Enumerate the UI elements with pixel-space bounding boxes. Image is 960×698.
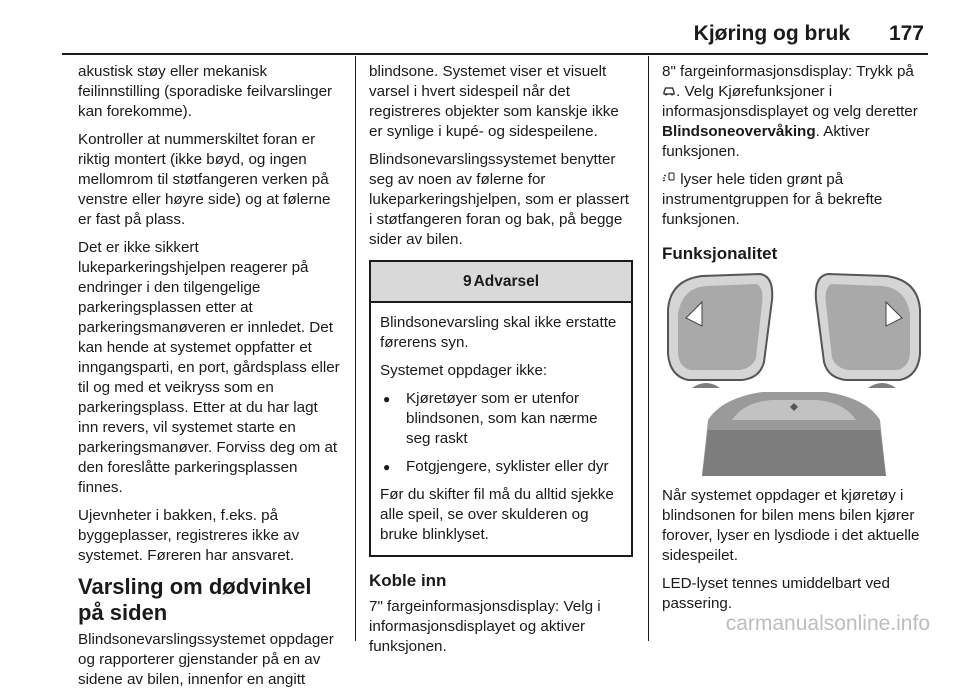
column-divider bbox=[355, 56, 356, 641]
car-settings-icon bbox=[662, 82, 676, 102]
section-heading: Varsling om dødvinkel på siden bbox=[78, 574, 312, 625]
mirror-illustration bbox=[662, 270, 926, 476]
sub-heading: Koble inn bbox=[369, 571, 447, 590]
paragraph: 8" fargeinformasjonsdisplay: Trykk på . Velg Kjørefunksjoner i informasjonsdisplayet og velg deretter Blindsoneovervåking. Aktiver funksjonen. bbox=[662, 63, 918, 160]
paragraph: 7" fargeinformasjonsdisplay: Velg i informasjonsdisplayet og aktiver funksjonen. bbox=[369, 598, 601, 655]
column-divider bbox=[648, 56, 649, 641]
warning-list-item: ● Kjøretøyer som er utenfor blindsonen, som kan nærme seg raskt bbox=[380, 389, 623, 449]
paragraph: Blindsonevarslingssystemet benytter seg av noen av følerne for lukeparkeringshjelpen, som er plassert i støtfangeren foran og bak, på begge sider av bilen. bbox=[369, 151, 630, 248]
paragraph: Kontroller at nummerskiltet foran er riktig montert (ikke bøyd, og ingen mellomrom til støtfangeren verken på venstre eller høyre side) og at følerne er fast på plass. bbox=[78, 131, 331, 228]
section-title: Kjøring og bruk bbox=[693, 22, 850, 45]
column-left bbox=[78, 62, 342, 698]
warning-text: Blindsonevarsling skal ikke erstatte førerens syn. bbox=[380, 314, 617, 351]
header-rule bbox=[62, 53, 928, 55]
paragraph: LED-lyset tennes umiddelbart ved passering. bbox=[662, 575, 890, 612]
sub-heading: Funksjonalitet bbox=[662, 244, 778, 263]
column-right bbox=[662, 62, 926, 622]
warning-list-item: ● Fotgjengere, syklister eller dyr bbox=[380, 457, 623, 477]
warning-text: Før du skifter fil må du alltid sjekke alle speil, se over skulderen og bruke blinklyset. bbox=[380, 486, 614, 543]
warning-title-text: Advarsel bbox=[473, 273, 540, 290]
warning-list bbox=[380, 389, 623, 477]
page-number: 177 bbox=[888, 22, 924, 45]
paragraph: Ujevnheter i bakken, f.eks. på byggeplasser, registreres ikke av systemet. Føreren har ansvaret. bbox=[78, 507, 300, 564]
blind-spot-indicator-icon bbox=[662, 170, 676, 190]
paragraph: lyser hele tiden grønt på instrumentgruppen for å bekrefte funksjonen. bbox=[662, 171, 883, 228]
paragraph: Det er ikke sikkert lukeparkeringshjelpen reagerer på endringer i den tilgengelige parkeringsplassen etter at parkeringsmanøveren er innledet. Det kan hende at systemet oppfatter et inngangsparti, en port, gårdsplass eller til og med et veikryss som en parkeringsplass. Etter at du har lagt inn revers, vil systemet starte en parkeringsmanøver. Forviss deg om at den foreslåtte parkeringsplassen finnes. bbox=[78, 239, 340, 496]
paragraph: Blindsonevarslingssystemet oppdager og rapporterer gjenstander på en av sidene av bilen, innenfor en angitt bbox=[78, 631, 334, 688]
warning-text: Systemet oppdager ikke: bbox=[380, 362, 548, 379]
paragraph: blindsone. Systemet viser et visuelt varsel i hvert sidespeil når det registreres objekter som kanskje ikke er synlige i kupé- og sidespeilene. bbox=[369, 63, 619, 140]
page-header bbox=[0, 0, 960, 56]
column-middle bbox=[369, 62, 633, 665]
warning-box bbox=[369, 260, 633, 557]
warning-triangle-icon: 9 bbox=[462, 273, 472, 290]
warning-title bbox=[371, 262, 631, 303]
watermark: carmanualsonline.info bbox=[725, 612, 930, 635]
paragraph: Når systemet oppdager et kjøretøy i blindsonen for bilen mens bilen kjører forover, lyser en lysdiode i det aktuelle sidespeilet. bbox=[662, 487, 920, 564]
paragraph: akustisk støy eller mekanisk feilinnstilling (sporadiske feilvarslinger kan forekomme). bbox=[78, 63, 333, 120]
warning-body bbox=[371, 303, 631, 555]
bold-term: Blindsoneovervåking bbox=[662, 123, 816, 140]
